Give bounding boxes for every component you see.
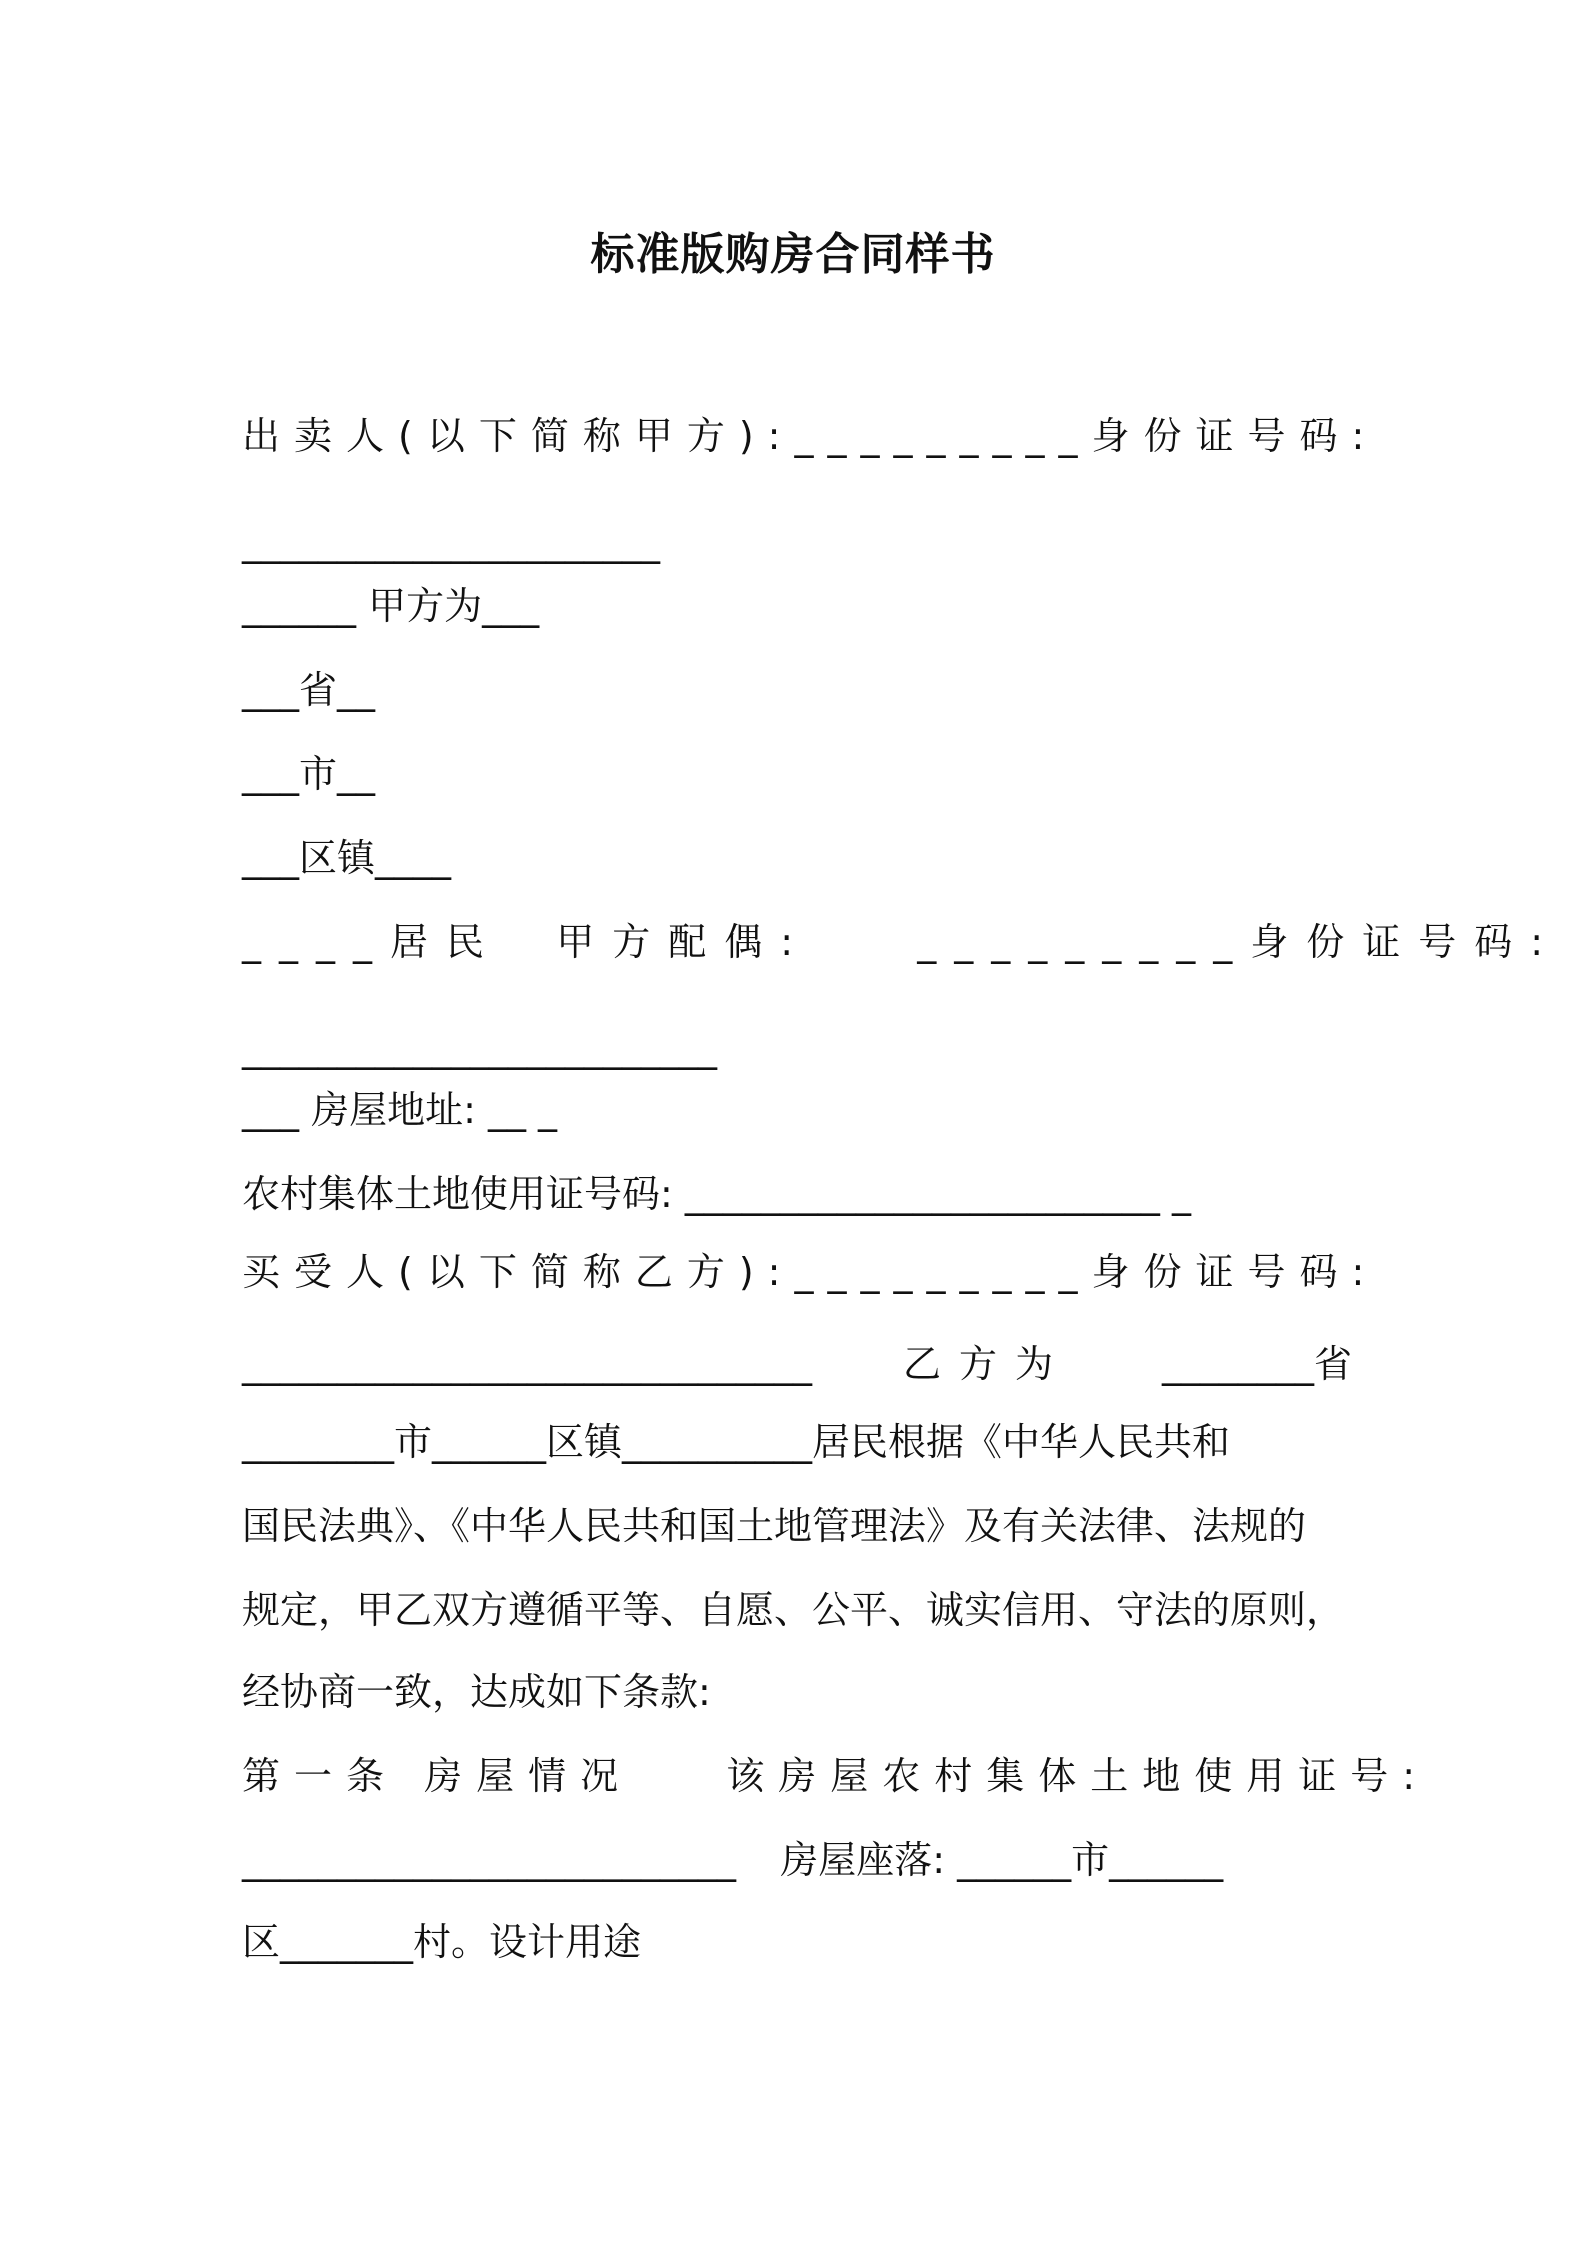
land-cert-line [242, 1170, 1352, 1218]
buyer-id-label: _________身份证号码: [794, 1250, 1379, 1294]
agreement-line: 经协商一致，达成如下条款: [242, 1670, 711, 1714]
buyer-province-blank: ________省 [1161, 1342, 1352, 1386]
document-title: 标准版购房合同样书 [590, 229, 996, 280]
article-one-heading: 第一条 房屋情况 [242, 1754, 633, 1798]
land-cert-blank: _________________________ _ [684, 1172, 1191, 1216]
seller-district-line: ___区镇____ [242, 836, 452, 880]
seller-province-line: ___省__ [242, 668, 376, 712]
seller-origin-line: ______ 甲方为___ [242, 584, 540, 628]
spouse-id-label: _________身份证号码: [917, 920, 1562, 964]
principles-line: 规定，甲乙双方遵循平等、自愿、公平、诚实信用、守法的原则， [242, 1588, 1345, 1632]
spouse-id-blank: _________________________ [242, 1026, 717, 1070]
article-one-line [242, 1752, 1430, 1800]
seller-id-label: _________身份证号码: [794, 414, 1379, 458]
seller-label: 出卖人(以下简称甲方): [242, 414, 795, 458]
buyer-id-blank: ______________________________ [242, 1342, 812, 1386]
house-location-label: 房屋座落: ______市______ [780, 1838, 1224, 1882]
seller-city-line: ___市__ [242, 752, 376, 796]
spouse-label: 甲方配偶: [556, 920, 812, 964]
buyer-city-line: ________市______区镇__________居民根据《中华人民共和 [242, 1420, 1231, 1464]
seller-id-blank: ______________________ [242, 520, 660, 564]
legal-basis-line: 国民法典》、《中华人民共和国土地管理法》及有关法律、法规的 [242, 1504, 1307, 1548]
house-location-line [242, 1836, 1352, 1884]
resident-label: ____居民 [242, 920, 503, 964]
house-cert-label: 该房屋农村集体土地使用证号: [726, 1754, 1430, 1798]
buyer-line [242, 1248, 1379, 1296]
seller-line [242, 412, 1379, 460]
buyer-label: 买受人(以下简称乙方): [242, 1250, 795, 1294]
land-cert-label: 农村集体土地使用证号码: [242, 1172, 673, 1216]
buyer-id-line [242, 1340, 1352, 1388]
house-address-line: ___ 房屋地址: __ _ [242, 1088, 558, 1132]
buyer-origin-label: 乙方为 [902, 1342, 1071, 1386]
design-use-line: 区_______村。设计用途 [242, 1920, 642, 1964]
house-cert-blank: __________________________ [242, 1838, 736, 1882]
seller-spouse-line [242, 918, 1562, 966]
